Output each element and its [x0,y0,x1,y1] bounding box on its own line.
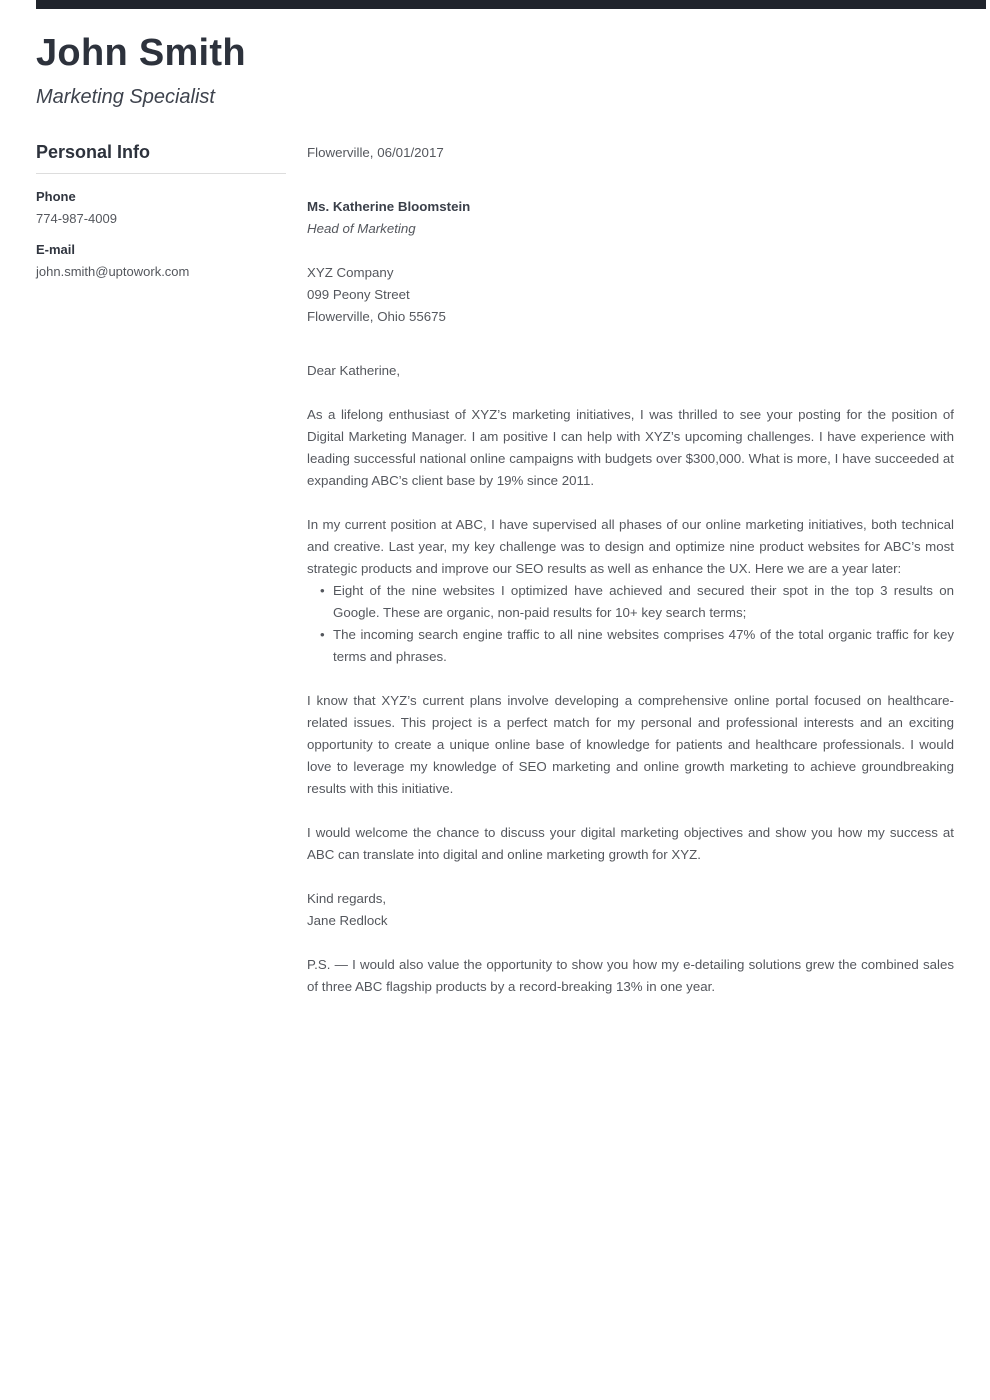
header [0,0,990,109]
bullet-item: • The incoming search engine traffic to all nine websites comprises 47% of the total organic traffic for key terms and phrases. [320,624,954,668]
paragraph-call-to-action: I would welcome the chance to discuss your digital marketing objectives and show you how my success at ABC can translate into digital and online marketing growth for XYZ. [307,824,954,862]
salutation: Dear Katherine, [307,362,401,378]
page-title: John Smith [36,32,246,74]
closing-block [307,888,954,932]
postscript: P.S. — I would also value the opportunity to show you how my e-detailing solutions grew the combined sales of three ABC flagship products by a record-breaking 13% in one year. [307,956,954,994]
personal-info-sidebar [36,142,286,292]
date-line: Flowerville, 06/01/2017 [307,144,444,160]
company-name: XYZ Company [307,264,394,280]
sidebar-heading: Personal Info [36,142,286,174]
email-value: john.smith@uptowork.com [36,263,190,279]
paragraph-intro: As a lifelong enthusiast of XYZ’s marketing initiatives, I was thrilled to see your posting for the position of Digital Marketing Manager. I am positive I can help with XYZ’s upcoming challenges. I have experience with leading successful national online campaigns with budgets over $300,000. What is more, I have succeeded at expanding ABC’s client base by 19% since 2011. [307,406,954,488]
recipient-title: Head of Marketing [307,220,416,236]
paragraph-company-plans: I know that XYZ’s current plans involve developing a comprehensive online portal focused on healthcare-related issues. This project is a perfect match for my personal and professional interests and an exciting opportunity to create a unique online base of knowledge for patients and healthcare professionals. I would love to leverage my knowledge of SEO marketing and online growth marketing to achieve groundbreaking results with this initiative. [307,692,954,796]
recipient-name: Ms. Katherine Bloomstein [307,198,471,214]
email-label: E-mail [36,241,76,257]
phone-value: 774-987-4009 [36,210,117,226]
top-accent-bar [36,0,986,9]
email-field [36,239,286,283]
closing-line: Kind regards, [307,890,387,906]
company-city: Flowerville, Ohio 55675 [307,308,446,324]
signature-name: Jane Redlock [307,912,388,928]
bullet-item: • Eight of the nine websites I optimized have achieved and secured their spot in the top 3 results on Google. These are organic, non-paid results for 10+ key search terms; [320,580,954,624]
company-street: 099 Peony Street [307,286,410,302]
job-title: Marketing Specialist [36,85,215,108]
achievement-bullet-list [307,580,954,668]
content-columns [0,142,990,1020]
phone-field [36,186,286,230]
letter-body [307,142,954,1020]
phone-label: Phone [36,188,76,204]
paragraph-current-position: In my current position at ABC, I have supervised all phases of our online marketing initiatives, both technical and creative. Last year, my key challenge was to design and optimize nine product websites for ABC’s most strategic products and improve our SEO results as well as enhance the UX. Here we are a year later: [307,516,954,576]
company-address-block [307,262,954,328]
recipient-block [307,196,954,240]
